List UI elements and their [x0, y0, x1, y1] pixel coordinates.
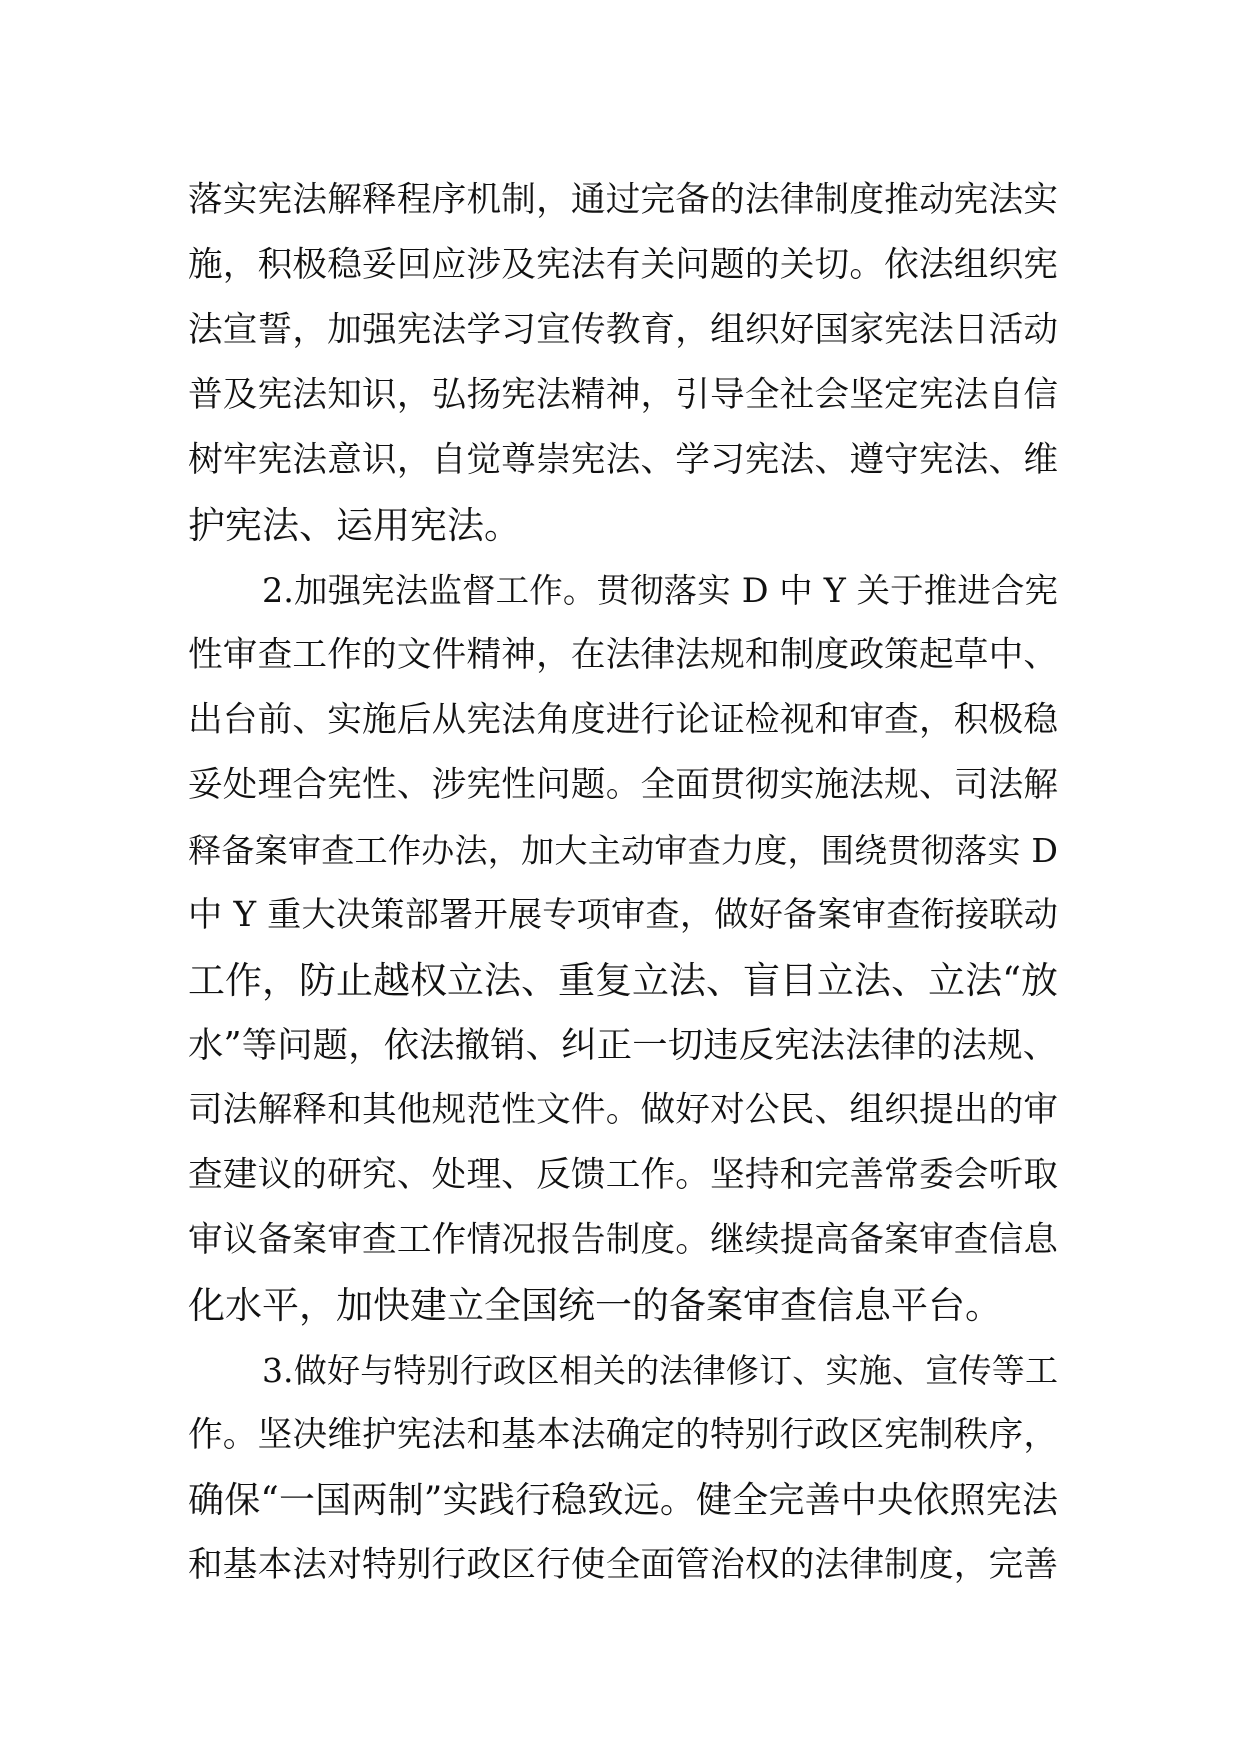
- text-line: 落实宪法解释程序机制，通过完备的法律制度推动宪法实: [188, 180, 1058, 220]
- text-line: 释备案审查工作办法，加大主动审查力度，围绕贯彻落实 D: [188, 831, 1058, 870]
- text-line: 普及宪法知识，弘扬宪法精神，引导全社会坚定宪法自信: [188, 375, 1058, 415]
- text-line: 审议备案审查工作情况报告制度。继续提高备案审查信息: [188, 1220, 1058, 1260]
- text-line: 查建议的研究、处理、反馈工作。坚持和完善常委会听取: [188, 1155, 1058, 1195]
- text-line: 确保“一国两制”实践行稳致远。健全完善中央依照宪法: [188, 1480, 1058, 1521]
- text-line: 施，积极稳妥回应涉及宪法有关问题的关切。依法组织宪: [188, 245, 1058, 285]
- text-line: 司法解释和其他规范性文件。做好对公民、组织提出的审: [188, 1090, 1058, 1130]
- text-line: 2.加强宪法监督工作。贯彻落实 D 中 Y 关于推进合宪: [262, 571, 1058, 610]
- paragraph-special-administrative-region: [188, 1338, 1058, 1598]
- text-line: 中 Y 重大决策部署开展专项审查，做好备案审查衔接联动: [188, 895, 1058, 935]
- text-line: 树牢宪法意识，自觉尊崇宪法、学习宪法、遵守宪法、维: [188, 440, 1058, 480]
- paragraph-constitution-interpretation: [188, 168, 1058, 558]
- text-line: 法宣誓，加强宪法学习宣传教育，组织好国家宪法日活动: [188, 310, 1058, 350]
- text-line: 和基本法对特别行政区行使全面管治权的法律制度，完善: [188, 1545, 1058, 1585]
- paragraph-constitution-supervision: [188, 558, 1058, 1338]
- text-line: 护宪法、运用宪法。: [188, 504, 521, 547]
- text-line: 工作，防止越权立法、重复立法、盲目立法、立法“放: [188, 959, 1058, 1002]
- document-body: [188, 168, 1058, 1598]
- text-line: 出台前、实施后从宪法角度进行论证检视和审查，积极稳: [188, 700, 1058, 740]
- text-line: 性审查工作的文件精神，在法律法规和制度政策起草中、: [188, 635, 1058, 675]
- text-line: 水”等问题，依法撤销、纠正一切违反宪法法律的法规、: [188, 1025, 1058, 1066]
- text-line: 化水平，加快建立全国统一的备案审查信息平台。: [188, 1284, 1002, 1327]
- text-line: 3.做好与特别行政区相关的法律修订、实施、宣传等工: [262, 1351, 1058, 1390]
- text-line: 妥处理合宪性、涉宪性问题。全面贯彻实施法规、司法解: [188, 765, 1058, 805]
- text-line: 作。坚决维护宪法和基本法确定的特别行政区宪制秩序，: [188, 1415, 1058, 1455]
